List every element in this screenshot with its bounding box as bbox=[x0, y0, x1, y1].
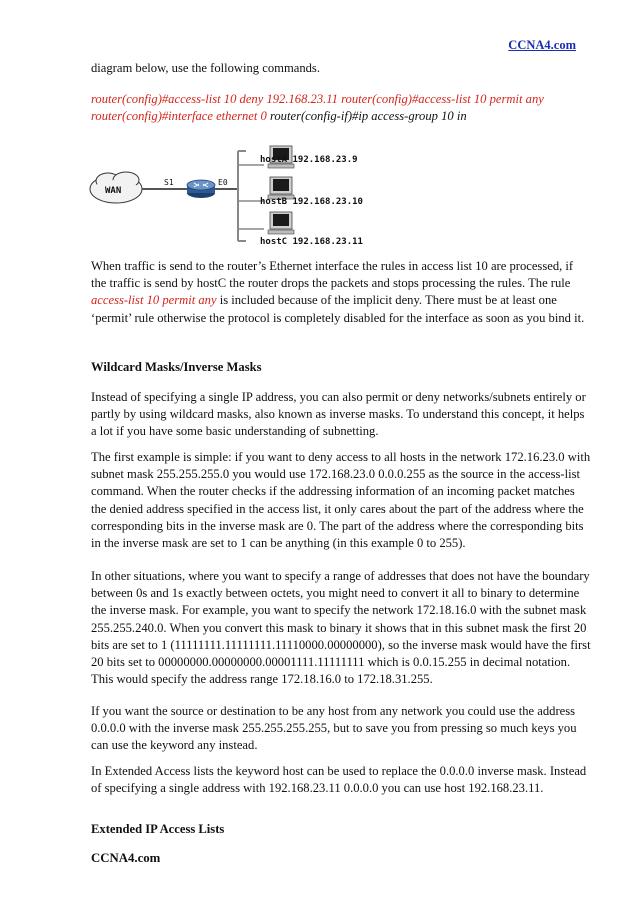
intro-line: diagram below, use the following commands. bbox=[91, 61, 320, 75]
paragraph-wildcard-intro: Instead of specifying a single IP address, you can also permit or deny networks/subnets entirely or partly by using wildcard masks, also known as inverse masks. To understand this concept, it helps a lot if you have some basic understanding of subnetting. bbox=[91, 390, 586, 439]
commands-block bbox=[91, 91, 591, 125]
paragraph-any-keyword: If you want the source or destination to be any host from any network you could use the address 0.0.0.0 with the inverse mask 255.255.255.255, but to save you from pressing so much keys you can use the keyword any instead. bbox=[91, 704, 577, 753]
paragraph-host-keyword: In Extended Access lists the keyword host can be used to replace the 0.0.0.0 inverse mask. Instead of specifying a single address with 192.168.23.11 0.0.0.0 you can use host 192.168.23.11. bbox=[91, 764, 587, 796]
heading-wildcard-masks: Wildcard Masks/Inverse Masks bbox=[91, 360, 262, 374]
paragraph-acl-text-1: When traffic is send to the router’s Ethernet interface the rules in access list 10 are processed, if the traffic is send by hostC the router drops the packets and stops processing the rules. The rule bbox=[91, 259, 574, 291]
paragraph-first-example: The first example is simple: if you want to deny access to all hosts in the network 172.16.23.0 with subnet mask 255.255.255.0 you would use 172.168.23.0 0.0.0.255 as the source in the access-list command. When the router checks if the addressing information of an incoming packet matches the denied address specified in the access list, it only cares about the part of the address where the corresponding bits in the inverse mask are 0. The part of the address where the corresponding bits in the inverse mask are set to 1 can be anything (in this example 0 to 255). bbox=[91, 450, 591, 551]
heading-extended-acl: Extended IP Access Lists bbox=[91, 822, 225, 836]
command-deny: router(config)#access-list 10 deny 192.168.23.11 bbox=[91, 92, 338, 106]
router-icon bbox=[187, 180, 215, 198]
command-permit: router(config)#access-list 10 permit any bbox=[341, 92, 544, 106]
host-c-computer-icon bbox=[268, 212, 294, 234]
host-c-label: hostC 192.168.23.11 bbox=[260, 237, 363, 247]
wan-label: WAN bbox=[105, 186, 122, 196]
host-b-label: hostB 192.168.23.10 bbox=[260, 197, 363, 207]
e0-label: E0 bbox=[218, 178, 228, 187]
header-site-link[interactable]: CCNA4.com bbox=[508, 38, 576, 52]
host-b-computer-icon bbox=[268, 177, 294, 199]
s1-label: S1 bbox=[164, 178, 174, 187]
host-a-label: hostA 192.168.23.9 bbox=[260, 155, 358, 165]
network-diagram bbox=[88, 145, 388, 250]
paragraph-acl-text-2: is included because of the implicit deny. There must be at least one ‘permit’ rule otherwise the protocol is completely disabled for the interface as soon as you bind it. bbox=[91, 293, 585, 325]
command-interface: router(config)#interface ethernet 0 bbox=[91, 109, 267, 124]
paragraph-acl-highlight: access-list 10 permit any bbox=[91, 293, 217, 308]
command-access-group: router(config-if)#ip access-group 10 in bbox=[269, 109, 467, 124]
paragraph-binary-example: In other situations, where you want to specify a range of addresses that does not have the boundary between 0s and 1s exactly between octets, you might need to convert it all to binary to determine the inverse mask. For example, you want to specify the network 172.18.16.0 with the subnet mask 255.255.240.0. When you convert this mask to binary it shows that in this subnet mask the first 20 bits are set to 1 (11111111.11111111.11110000.00000000), so the inverse mask would have the first 20 bits set to 00000000.00000000.00001111.11111111 which is 0.0.15.255 in decimal notation. This would specify the address range 172.18.16.0 to 172.18.31.255. bbox=[91, 569, 591, 687]
paragraph-acl-explanation bbox=[91, 258, 591, 327]
footer-site-name: CCNA4.com bbox=[91, 851, 161, 865]
